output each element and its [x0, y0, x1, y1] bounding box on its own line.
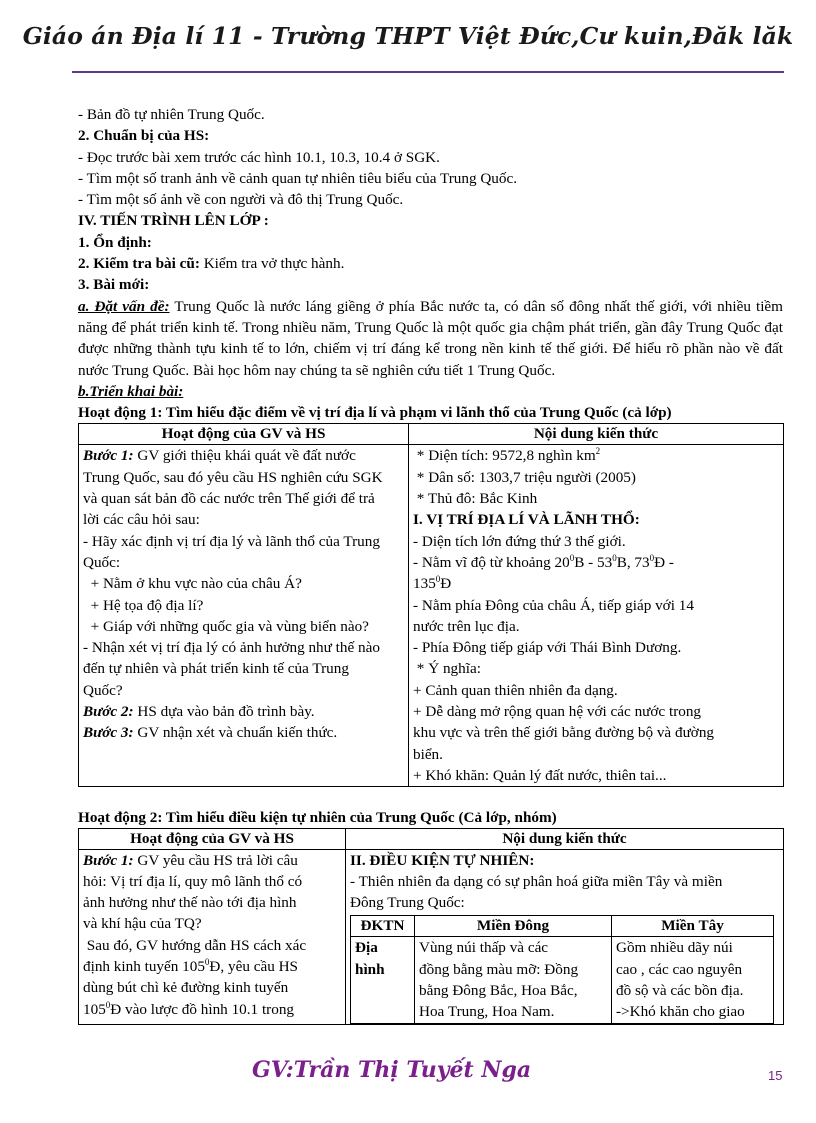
activity-1-col-content: Nội dung kiến thức: [409, 424, 784, 445]
step-on-dinh: 1. Ổn định:: [78, 233, 152, 251]
activity-2-left-cell: [79, 849, 346, 1024]
question-2: + Nằm ở khu vực nào của châu Á?: [83, 575, 302, 593]
inner-col-dktn: ĐKTN: [351, 916, 415, 937]
inner-col-east: Miền Đông: [415, 916, 612, 937]
question-5-cont: đến tự nhiên và phát triển kinh tế của Trung: [83, 660, 349, 678]
act2-buoc-1-label: Bước 1:: [83, 851, 134, 869]
section-heading-iv: IV. TIẾN TRÌNH LÊN LỚP :: [78, 212, 269, 230]
meaning-2-end: biển.: [413, 745, 443, 763]
intro-line-4: - Tìm một số tranh ảnh về cảnh quan tự nhiên tiêu biểu của Trung Quốc.: [78, 169, 518, 187]
activity-2-col-content: Nội dung kiến thức: [346, 828, 784, 849]
header-rule: [72, 71, 784, 73]
act2-buoc-1-text-1: GV yêu cầu HS trả lời câu: [133, 851, 298, 869]
meaning-2: + Dễ dàng mở rộng quan hệ với các nước trong: [413, 703, 702, 721]
area-text: * Diện tích: 9572,8 nghìn km: [413, 447, 596, 465]
diversity-text: - Thiên nhiên đa dạng có sự phân hoá giữa miền Tây và miền: [350, 872, 723, 890]
buoc-3-label: Bước 3:: [83, 724, 134, 742]
intro-heading-hs-prep: 2. Chuẩn bị của HS:: [78, 127, 210, 145]
meaning-label: * Ý nghĩa:: [413, 660, 481, 678]
section-heading-i: I. VỊ TRÍ ĐỊA LÍ VÀ LÃNH THỔ:: [413, 511, 640, 529]
activity-1-left-cell: [79, 445, 409, 787]
question-5-end: Quốc?: [83, 681, 123, 699]
header-title: Giáo án Địa lí 11 - Trường THPT Việt Đức,Cư kuin,Đăk lăk: [22, 22, 794, 50]
inner-west-terrain: Gồm nhiều dãy núi cao , các cao nguyên đồ sộ và các bồn địa. ->Khó khăn cho giao: [612, 937, 774, 1023]
borders-text: - Nằm phía Đông của châu Á, tiếp giáp với 14: [413, 596, 694, 614]
document-body: [78, 104, 783, 1025]
buoc-1-text-2: Trung Quốc, sau đó yêu cầu HS nghiên cứu SGK: [83, 468, 383, 486]
activity-2-col-teacher: Hoạt động của GV và HS: [79, 828, 346, 849]
borders-text-cont: nước trên lục địa.: [413, 617, 520, 635]
question-5: - Nhận xét vị trí địa lý có ảnh hưởng như thế nào: [83, 639, 380, 657]
spacer: [78, 787, 783, 807]
buoc-1-text-3: và quan sát bản đồ các nước trên Thế giới để trả: [83, 490, 375, 508]
activity-2-right-cell: [346, 849, 784, 1024]
step-kiem-tra-label: 2. Kiểm tra bài cũ:: [78, 255, 200, 273]
question-3: + Hệ tọa độ địa lí?: [83, 596, 204, 614]
buoc-2-text: HS dựa vào bản đồ trình bày.: [133, 703, 315, 721]
buoc-3-text: GV nhận xét và chuẩn kiến thức.: [133, 724, 338, 742]
activity-2-table: [78, 828, 784, 1025]
buoc-1-label: Bước 1:: [83, 447, 134, 465]
difficulties-text: + Khó khăn: Quản lý đất nước, thiên tai...: [413, 766, 667, 784]
natural-conditions-table: [350, 915, 774, 1023]
area-rank-text: - Diện tích lớn đứng thứ 3 thế giới.: [413, 532, 626, 550]
activity-1-col-teacher: Hoạt động của GV và HS: [79, 424, 409, 445]
buoc-2-label: Bước 2:: [83, 703, 134, 721]
activity-1-table: [78, 423, 784, 787]
inner-row-label: Địa hình: [351, 937, 415, 1023]
intro-line-5: - Tìm một số ảnh về con người và đô thị Trung Quốc.: [78, 191, 404, 209]
buoc-1-text-1: GV giới thiệu khái quát về đất nước: [133, 447, 356, 465]
population-text: * Dân số: 1303,7 triệu người (2005): [413, 468, 636, 486]
question-4: + Giáp với những quốc gia và vùng biển nào?: [83, 617, 369, 635]
intro-line-1: - Bản đồ tự nhiên Trung Quốc.: [78, 106, 265, 123]
activity-2-title: Hoạt động 2: Tìm hiểu điều kiện tự nhiên của Trung Quốc (Cả lớp, nhóm): [78, 809, 557, 827]
step-kiem-tra: [78, 253, 783, 274]
page-number: 15: [768, 1068, 783, 1083]
meaning-2-cont: khu vực và trên thế giới bằng đường bộ và đường: [413, 724, 715, 742]
inner-east-terrain: Vùng núi thấp và các đồng bằng màu mỡ: Đồng bằng Đông Bắc, Hoa Bắc, Hoa Trung, Hoa Nam.: [415, 937, 612, 1023]
act2-text-4: $105^0Đ$ vào lược đồ hình 10.1 trong: [83, 999, 295, 1018]
act2-text-1: Sau đó, GV hướng dẫn HS cách xác: [83, 936, 307, 954]
question-1-cont: Quốc:: [83, 553, 121, 571]
step-kiem-tra-text: Kiểm tra vở thực hành.: [199, 255, 345, 273]
act2-buoc-1-text-3: ảnh hưởng như thế nào tới địa hình: [83, 894, 297, 912]
act2-text-3: dùng bút chì kẻ đường kinh tuyến: [83, 979, 289, 997]
dat-van-de-text: Trung Quốc là nước láng giềng ở phía Bắc nước ta, có dân số đông nhất thế giới, với nhiều tiềm năng để phát triển kinh tế. Trong nhiều năm, Trung Quốc là một quốc gia chậm phát triển, gần đây Trung Quốc đạt được những thành tựu kinh tế to lớn, chiếm vị trí đáng kể trong nền kinh tế thế giới. Để hiểu rõ phần nào về đất nước Trung Quốc. Bài học hôm nay chúng ta sẽ nghiên cứu tiết 1 Trung Quốc.: [78, 297, 783, 379]
diversity-text-cont: Đông Trung Quốc:: [350, 894, 465, 912]
act2-text-2: định kinh tuyến $105^0Đ$, yêu cầu HS: [83, 956, 298, 975]
question-1: - Hãy xác định vị trí địa lý và lãnh thổ của Trung: [83, 532, 380, 550]
step-bai-moi: 3. Bài mới:: [78, 276, 150, 294]
footer-author: GV:Trần Thị Tuyết Nga: [252, 1057, 532, 1083]
intro-line-3: - Đọc trước bài xem trước các hình 10.1, 10.3, 10.4 ở SGK.: [78, 148, 440, 166]
act2-buoc-1-text-2: hỏi: Vị trí địa lí, quy mô lãnh thổ có: [83, 872, 303, 890]
latitude-text: - Nằm vĩ độ từ khoảng $20^0B - 53^0B$, $73^0Đ$ -: [413, 552, 674, 571]
area-sup: 2: [595, 446, 601, 457]
activity-1-title: Hoạt động 1: Tìm hiểu đặc điểm về vị trí địa lí và phạm vi lãnh thổ của Trung Quốc (cả lớp): [78, 404, 672, 422]
buoc-1-text-4: lời các câu hỏi sau:: [83, 511, 200, 529]
trien-khai-label: b.Triển khai bài:: [78, 382, 184, 400]
inner-col-west: Miền Tây: [612, 916, 774, 937]
dat-van-de-paragraph: [78, 296, 783, 381]
pacific-text: - Phía Đông tiếp giáp với Thái Bình Dương.: [413, 639, 682, 657]
section-heading-ii: II. ĐIỀU KIỆN TỰ NHIÊN:: [350, 851, 535, 869]
dat-van-de-label: a. Đặt vấn đề:: [78, 297, 170, 315]
longitude-text: $135^0Đ$: [413, 574, 452, 593]
activity-1-right-cell: [409, 445, 784, 787]
meaning-1: + Cảnh quan thiên nhiên đa dạng.: [413, 681, 618, 699]
act2-buoc-1-text-4: và khí hậu của TQ?: [83, 915, 202, 933]
capital-text: * Thủ đô: Bắc Kinh: [413, 490, 538, 508]
